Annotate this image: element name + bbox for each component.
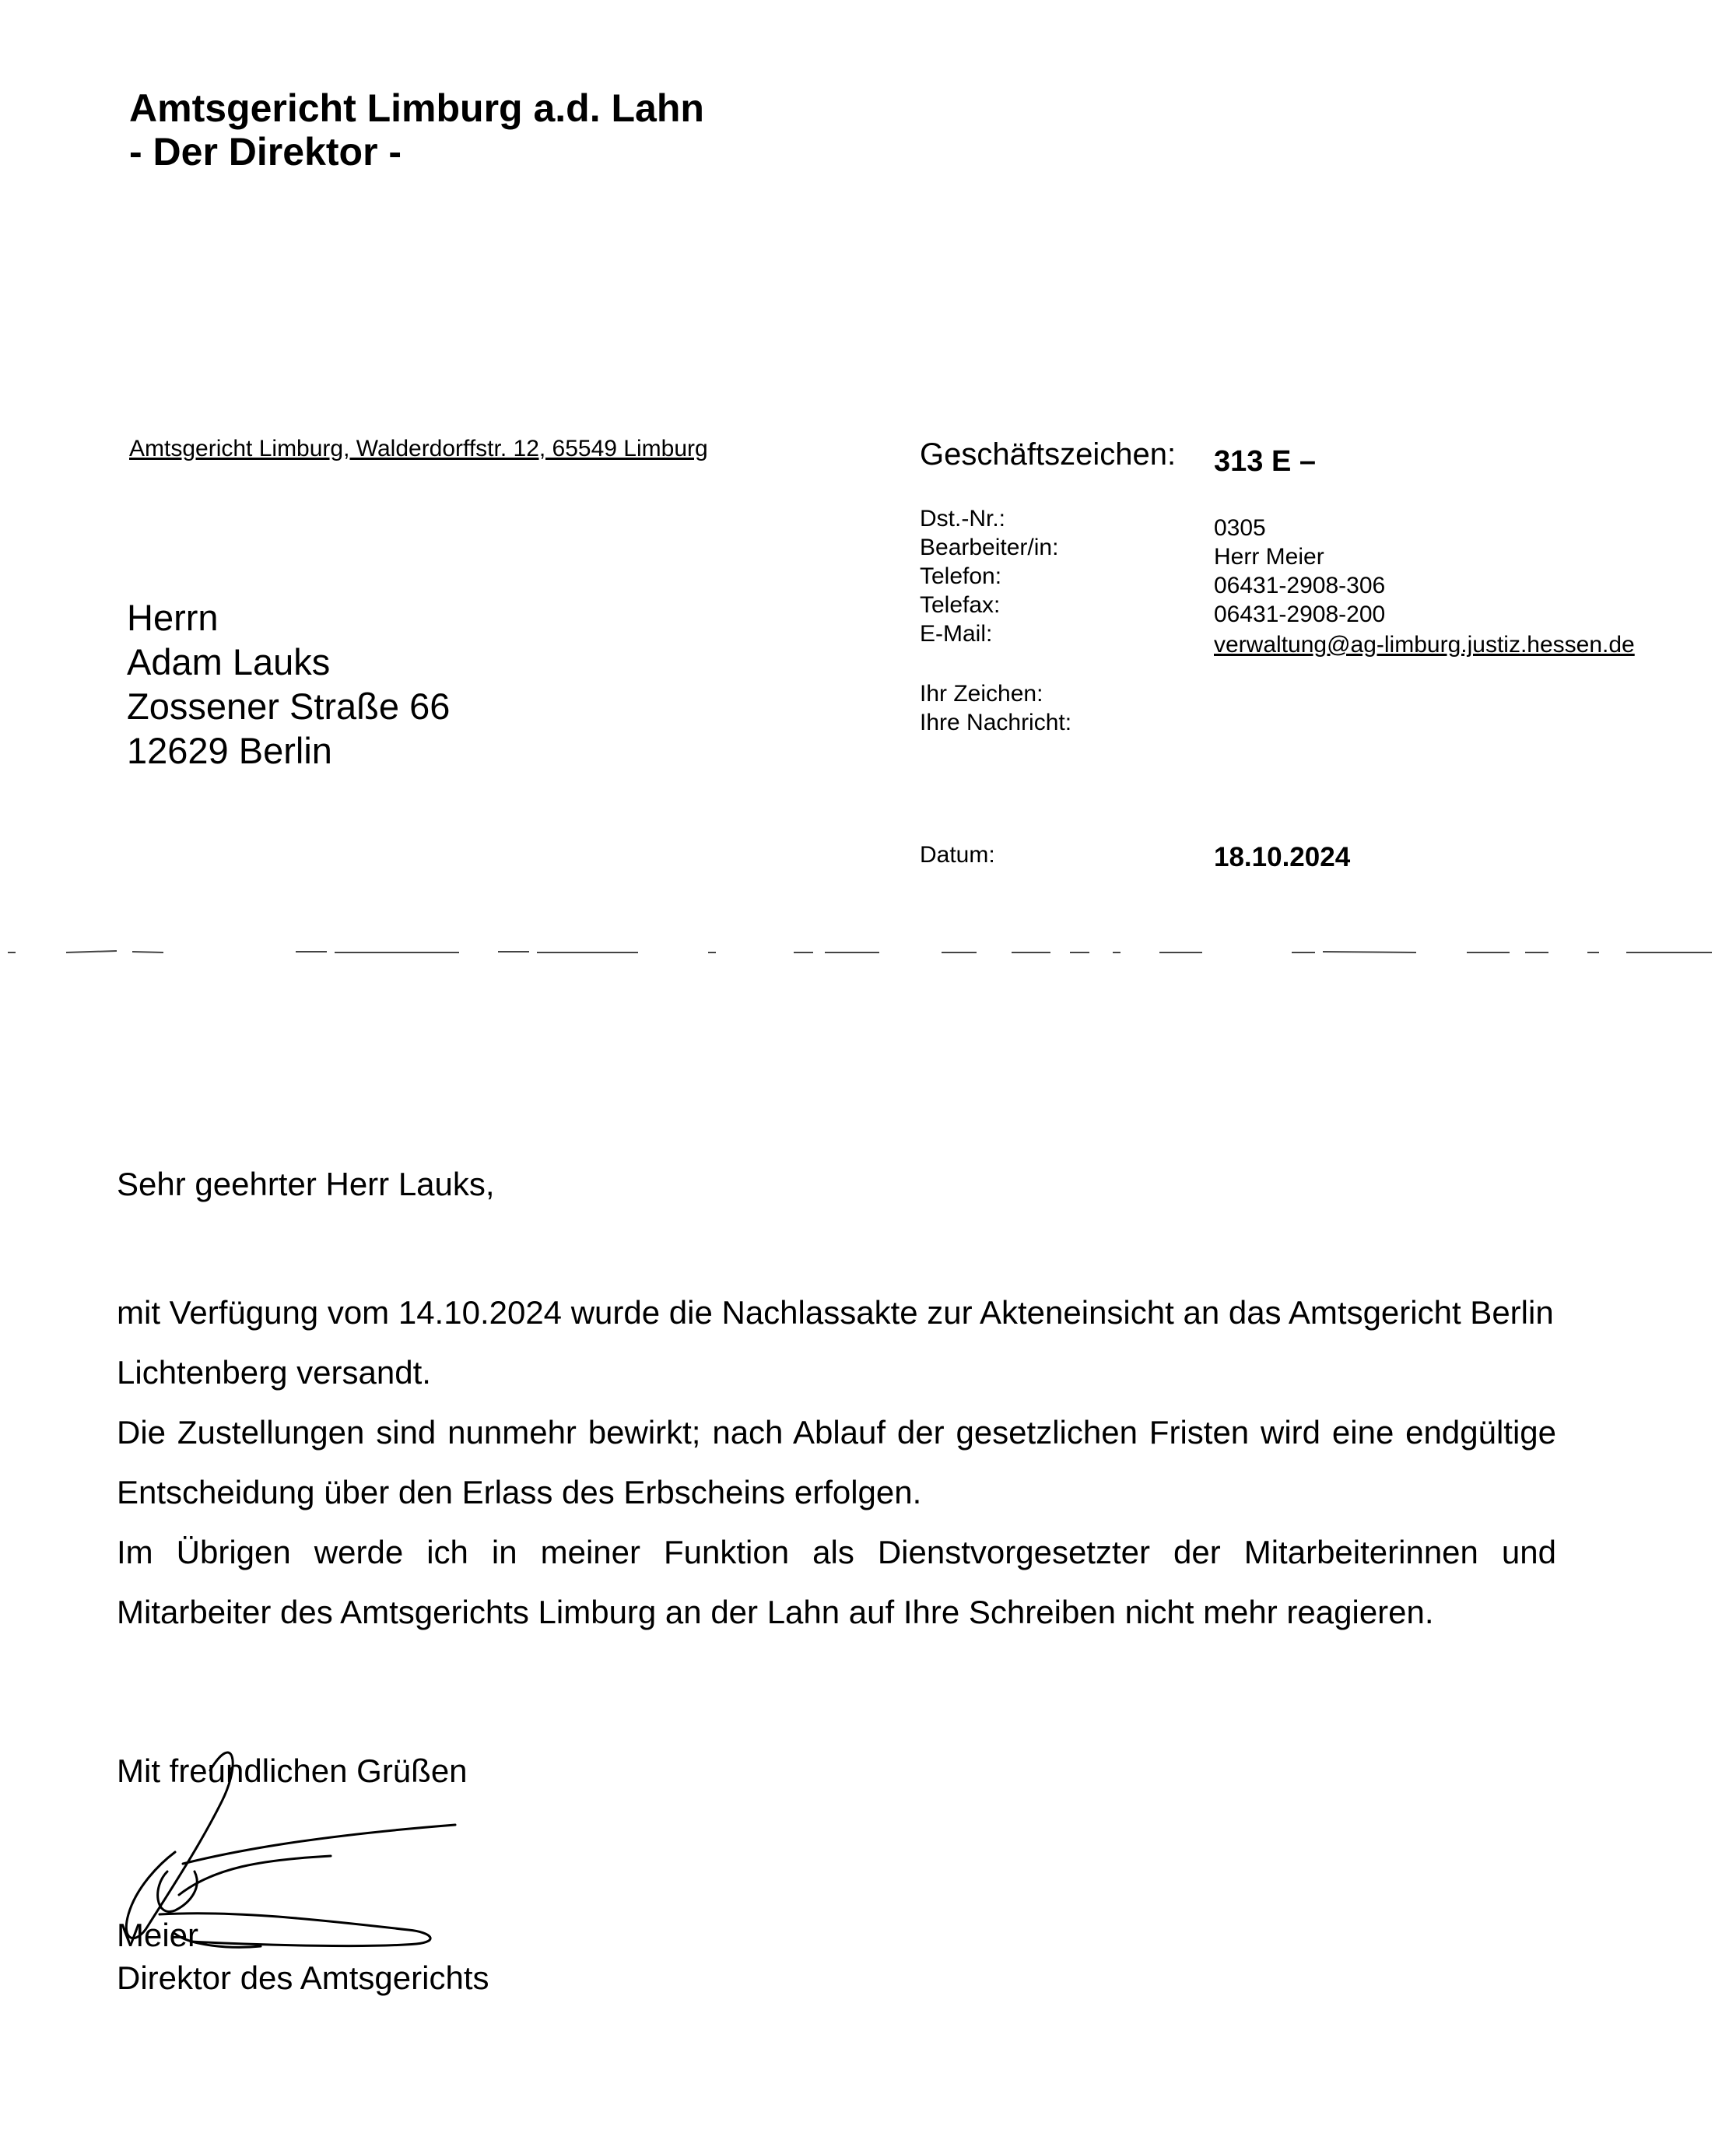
fold-mark-line [0, 948, 1736, 957]
phone-label: Telefon: [920, 563, 1002, 589]
phone-value: 06431-2908-306 [1214, 573, 1386, 598]
email-link[interactable]: verwaltung@ag-limburg.justiz.hessen.de [1214, 632, 1635, 658]
closing-greeting: Mit freundlichen Grüßen [117, 1752, 468, 1789]
clerk-value: Herr Meier [1214, 544, 1324, 570]
recipient-salutation-line: Herrn [127, 597, 219, 638]
your-reference-label: Ihr Zeichen: [920, 681, 1043, 707]
reference-value: 313 E – [1214, 445, 1316, 478]
dst-value: 0305 [1214, 515, 1266, 541]
handwritten-signature [74, 1716, 479, 1949]
recipient-name: Adam Lauks [127, 641, 331, 682]
email-label: E-Mail: [920, 621, 993, 647]
letter-body [117, 1282, 1556, 1642]
your-message-label: Ihre Nachricht: [920, 710, 1072, 735]
letter-salutation: Sehr geehrter Herr Lauks, [117, 1166, 495, 1202]
fax-value: 06431-2908-200 [1214, 602, 1386, 627]
date-label: Datum: [920, 842, 995, 868]
court-name: Amtsgericht Limburg a.d. Lahn [129, 86, 704, 130]
clerk-label: Bearbeiter/in: [920, 535, 1059, 560]
dst-label: Dst.-Nr.: [920, 506, 1005, 531]
signer-title: Direktor des Amtsgerichts [117, 1959, 489, 1996]
court-subtitle: - Der Direktor - [129, 130, 402, 174]
signer-name: Meier [117, 1917, 199, 1953]
letter-paragraph-2: Die Zustellungen sind nunmehr bewirkt; nach Ablauf der gesetzlichen Fristen wird eine endgültige Entscheidung über den Erlass des Erbscheins erfolgen. [117, 1414, 1556, 1510]
letter-paragraph-3: Im Übrigen werde ich in meiner Funktion als Dienstvorgesetzter der Mitarbeiterinnen und Mitarbeiter des Amtsgerichts Limburg an der Lahn auf Ihre Schreiben nicht mehr reagieren. [117, 1534, 1556, 1630]
recipient-city: 12629 Berlin [127, 730, 332, 771]
date-value: 18.10.2024 [1214, 842, 1351, 872]
sender-return-address: Amtsgericht Limburg, Walderdorffstr. 12, 65549 Limburg [129, 436, 708, 461]
fax-label: Telefax: [920, 592, 1001, 618]
reference-label: Geschäftszeichen: [920, 437, 1177, 472]
recipient-street: Zossener Straße 66 [127, 686, 451, 727]
letter-paragraph-1: mit Verfügung vom 14.10.2024 wurde die Nachlassakte zur Akteneinsicht an das Amtsgericht Berlin Lichtenberg versandt. [117, 1294, 1554, 1391]
